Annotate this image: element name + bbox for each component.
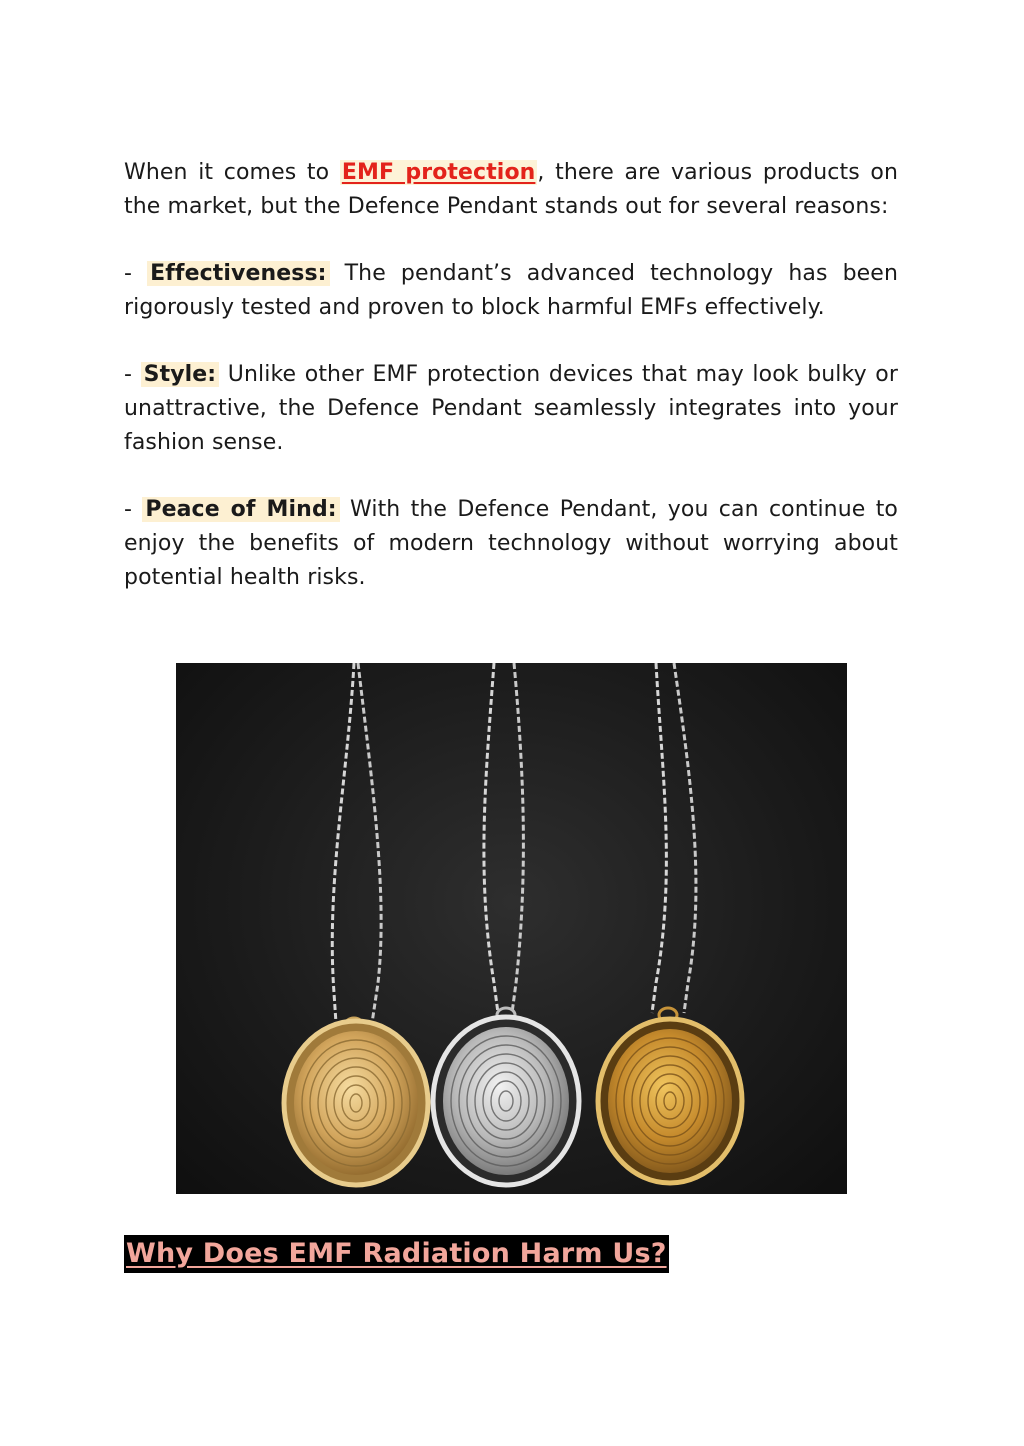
bullet-dash: - <box>124 362 141 387</box>
point-style <box>124 358 898 460</box>
intro-paragraph <box>124 156 898 224</box>
point-text-effectiveness: The pendant’s advanced technology has been rigorously tested and proven to block harmful EMFs effectively. <box>124 261 898 320</box>
point-text-peace-of-mind: With the Defence Pendant, you can continue to enjoy the benefits of modern technology without worrying about potential health risks. <box>124 497 898 590</box>
intro-text-after: , there are various products on the market, but the Defence Pendant stands out for several reasons: <box>124 160 898 219</box>
point-peace-of-mind <box>124 493 898 595</box>
bullet-dash: - <box>124 261 148 286</box>
point-label-effectiveness: Effectiveness: <box>147 261 329 286</box>
point-text-style: Unlike other EMF protection devices that may look bulky or unattractive, the Defence Pendant seamlessly integrates into your fashion sense. <box>124 362 898 455</box>
emf-protection-link[interactable]: EMF protection <box>341 160 536 185</box>
pendants-illustration <box>176 663 847 1194</box>
pendant-right <box>598 1019 742 1183</box>
point-label-style: Style: <box>141 362 220 387</box>
intro-text-before: When it comes to <box>124 160 340 185</box>
pendants-photo <box>176 663 847 1194</box>
point-label-peace-of-mind: Peace of Mind: <box>142 497 339 522</box>
point-effectiveness <box>124 257 898 325</box>
bullet-dash: - <box>124 497 143 522</box>
section-heading: Why Does EMF Radiation Harm Us? <box>124 1235 669 1273</box>
article-body <box>124 156 898 628</box>
pendant-left <box>284 1021 428 1185</box>
pendant-middle <box>433 1017 579 1185</box>
